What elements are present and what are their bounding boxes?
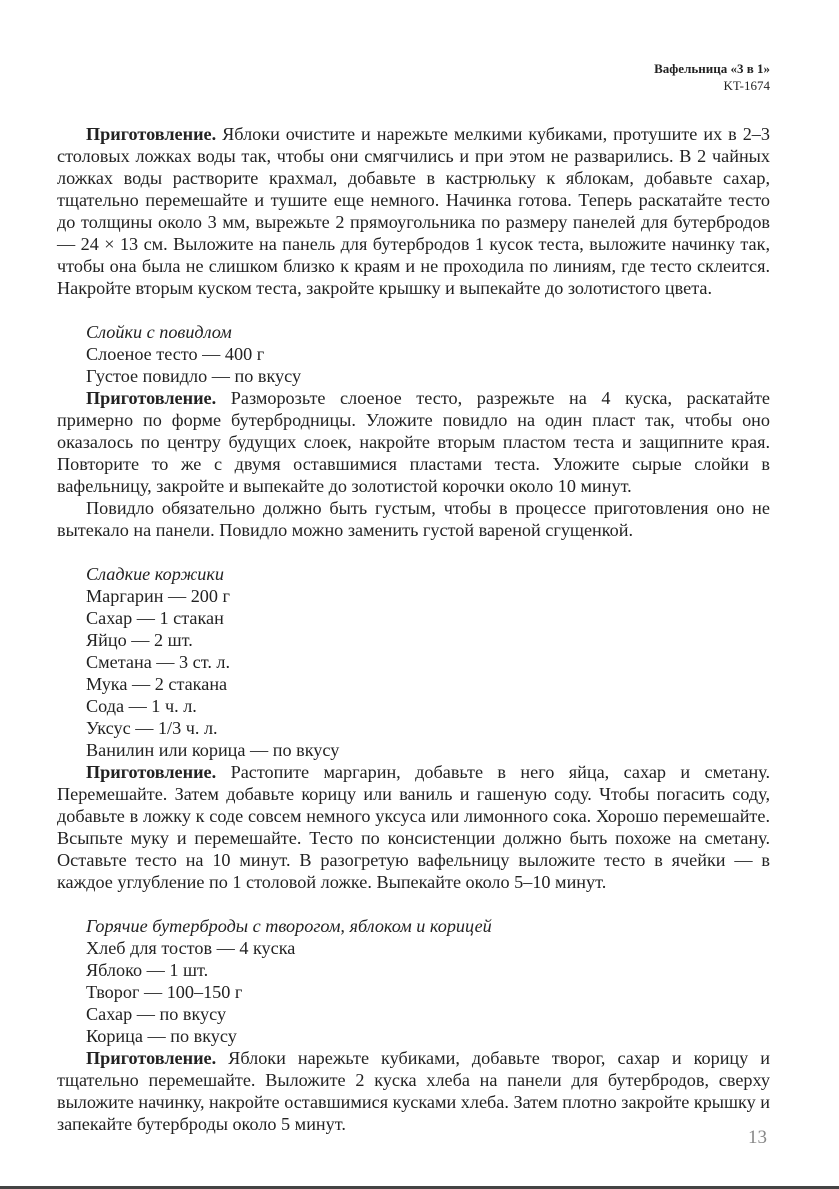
prep-text: Разморозьте слоеное тесто, разрежьте на 4 куска, раскатайте примерно по форме бутербродницы. Уложите повидло на один пласт так, чтобы оно оказалось по центру будущих слоек, накройте вторым пластом теста и защипните края. Повторите то же с двумя оставшимися пластами теста. Уложите сырые слойки в вафельницу, закройте и выпекайте до золотистой корочки около 10 минут. [57,388,770,496]
ingredient-line: Сахар — по вкусу [86,1004,227,1024]
prep-label: Приготовление. [86,1048,217,1068]
prep-text: Яблоки нарежьте кубиками, добавьте творог, сахар и корицу и тщательно перемешайте. Выложите 2 куска хлеба на панели для бутербродов, сверху выложите начинку, накройте оставшимися кусками хлеба. Затем плотно закройте крышку и запекайте бутерброды около 5 минут. [57,1048,770,1134]
ingredient-line: Яйцо — 2 шт. [86,630,193,650]
ingredient-line: Сода — 1 ч. л. [86,696,197,716]
note-paragraph: Повидло обязательно должно быть густым, чтобы в процессе приготовления оно не вытекало на панели. Повидло можно заменить густой вареной сгущенкой. [57,498,770,540]
ingredient-line: Ванилин или корица — по вкусу [86,740,340,760]
prep-label: Приготовление. [86,388,217,408]
ingredient-line: Творог — 100–150 г [86,982,243,1002]
ingredient-line: Мука — 2 стакана [86,674,228,694]
recipe-title: Горячие бутерброды с творогом, яблоком и корицей [86,916,492,936]
ingredient-line: Сахар — 1 стакан [86,608,224,628]
page-header [654,60,770,94]
ingredient-line: Густое повидло — по вкусу [86,366,302,386]
recipe-title: Сладкие коржики [86,564,224,584]
ingredient-line: Корица — по вкусу [86,1026,237,1046]
model-number: KT-1674 [723,78,770,93]
page-number: 13 [748,1127,767,1148]
ingredient-line: Яблоко — 1 шт. [86,960,209,980]
product-name: Вафельница «3 в 1» [654,61,770,76]
ingredient-line: Сметана — 3 ст. л. [86,652,231,672]
prep-label: Приготовление. [86,124,217,144]
ingredient-line: Хлеб для тостов — 4 куска [86,938,296,958]
ingredient-line: Маргарин — 200 г [86,586,230,606]
intro-paragraph [57,123,770,299]
prep-paragraph [57,761,770,893]
recipe-title: Слойки с повидлом [86,322,232,342]
prep-text: Яблоки очистите и нарежьте мелкими кубиками, протушите их в 2–3 столовых ложках воды так, чтобы они смягчились и при этом не разварились. В 2 чайных ложках воды растворите крахмал, добавьте в кастрюльку к яблокам, добавьте сахар, тщательно перемешайте и тушите еще немного. Начинка готова. Теперь раскатайте тесто до толщины около 3 мм, вырежьте 2 прямоугольника по размеру панелей для бутербродов — 24 × 13 см. Выложите на панель для бутербродов 1 кусок теста, выложите начинку так, чтобы она была не слишком близко к краям и не проходила по линиям, где тесто склеится. Накройте вторым куском теста, закройте крышку и выпекайте до золотистого цвета. [57,124,770,298]
page-content [57,123,770,1135]
ingredient-line: Слоеное тесто — 400 г [86,344,265,364]
prep-paragraph [57,387,770,497]
prep-text: Растопите маргарин, добавьте в него яйца, сахар и сметану. Перемешайте. Затем добавьте корицу или ваниль и гашеную соду. Чтобы погасить соду, добавьте в ложку к соде совсем немного уксуса или лимонного сока. Хорошо перемешайте. Всыпьте муку и перемешайте. Тесто по консистенции должно быть похоже на сметану. Оставьте тесто на 10 минут. В разогретую вафельницу выложите тесто в ячейки — в каждое углубление по 1 столовой ложке. Выпекайте около 5–10 минут. [57,762,770,892]
prep-label: Приготовление. [86,762,217,782]
prep-paragraph [57,1047,770,1135]
ingredient-line: Уксус — 1/3 ч. л. [86,718,218,738]
